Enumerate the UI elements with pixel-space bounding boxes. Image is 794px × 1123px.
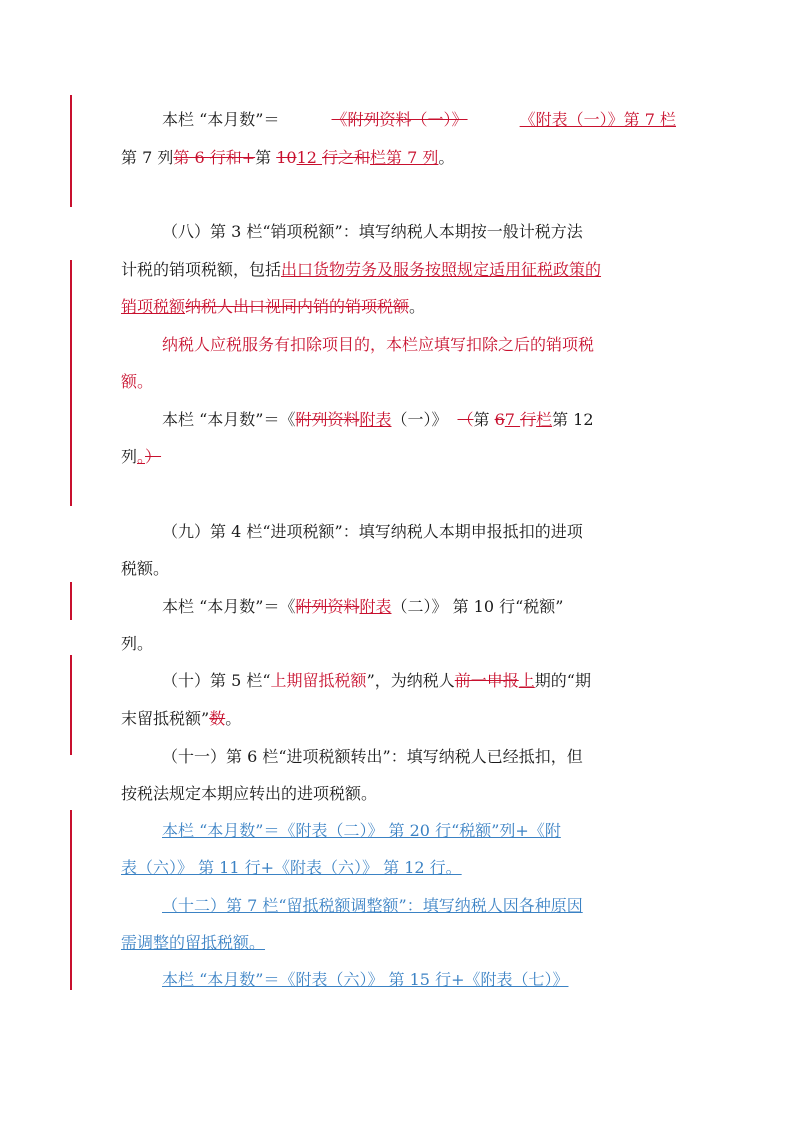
revision-bar [70, 655, 72, 755]
paragraph-line [162, 522, 676, 542]
inserted-text: 出口货物劳务及服务按照规定适用征税政策的 [281, 260, 602, 279]
paragraph-line [162, 671, 676, 691]
revision-bar [70, 582, 72, 620]
paragraph-line [162, 821, 676, 841]
text-run: （九）第 4 栏“进项税额”：填写纳税人本期申报抵扣的进项 [162, 522, 583, 541]
text-run: 税额。 [121, 559, 170, 578]
text-run: 第 12 [552, 410, 594, 429]
paragraph-line [162, 747, 676, 767]
paragraph-line [162, 410, 676, 430]
deleted-text: 前一申报 [454, 671, 519, 690]
deleted-text: 《附列资料（一）》 [331, 110, 468, 129]
text-run: 期的“期 [534, 671, 591, 690]
deleted-text: ） [145, 447, 162, 466]
revision-bar [70, 95, 72, 207]
inserted-text: 附表 [359, 410, 392, 429]
paragraph-line [121, 784, 676, 804]
inserted-text: 《附表（一）》第 7 栏 [519, 110, 676, 129]
inserted-text: 需调整的留抵税额。 [121, 933, 266, 952]
text-run: 。 [409, 297, 426, 316]
inserted-text: （十二）第 7 栏“留抵税额调整额”：填写纳税人因各种原因 [162, 896, 583, 915]
text-run: （八）第 3 栏“销项税额”：填写纳税人本期按一般计税方法 [162, 222, 583, 241]
paragraph-line [162, 335, 676, 355]
inserted-text: 栏 [536, 410, 553, 429]
revision-bar [70, 260, 72, 506]
text-run: 按税法规定本期应转出的进项税额。 [121, 784, 378, 803]
text-run: 计税的销项税额，包括 [121, 260, 282, 279]
text-run: （十）第 5 栏“ [162, 671, 271, 690]
inserted-text: 。 [137, 447, 146, 466]
text-run: （一）》 [391, 410, 448, 429]
deleted-text: 6 [494, 410, 505, 429]
paragraph-line [121, 559, 676, 579]
deleted-text: 数 [209, 709, 226, 728]
deleted-text: 行之和 [322, 148, 371, 167]
paragraph-line [162, 597, 676, 617]
text-run: 第 [255, 148, 277, 167]
paragraph-line [121, 634, 676, 654]
text-run: 本栏 “本月数”＝ [162, 110, 280, 129]
inserted-text: 上期留抵税额 [270, 671, 367, 690]
deleted-text: 行 [520, 410, 537, 429]
text-run: 本栏 “本月数”＝《 [162, 597, 296, 616]
revision-bar [70, 810, 72, 990]
text-run: 末留抵税额” [121, 709, 210, 728]
deleted-text: 第 6 行和+ [173, 148, 256, 167]
deleted-text: 10 [276, 148, 297, 167]
text-run: 第 7 列 [121, 148, 174, 167]
text-run: 。 [225, 709, 242, 728]
text-run: （二）》 第 10 行“税额” [391, 597, 564, 616]
paragraph-line [162, 222, 676, 242]
inserted-text: 表（六）》 第 11 行+《附表（六）》 第 12 行。 [121, 858, 462, 877]
deleted-text: 纳税人出口视同内销的销项税额 [185, 297, 410, 316]
deleted-text: （ [457, 410, 474, 429]
inserted-text: 栏第 7 列 [370, 148, 439, 167]
deleted-text: 附列资料 [295, 410, 360, 429]
paragraph-line [121, 858, 676, 878]
inserted-text: 附表 [359, 597, 392, 616]
inserted-text: 12 [296, 148, 323, 167]
text-run: 列。 [121, 634, 154, 653]
inserted-text: 上 [518, 671, 535, 690]
inserted-text: 销项税额 [121, 297, 186, 316]
text-run: 第 [473, 410, 495, 429]
paragraph-line [121, 260, 676, 280]
inserted-paragraph: 额。 [121, 372, 154, 391]
paragraph-line [121, 148, 676, 168]
paragraph-line [162, 970, 676, 990]
paragraph-line [121, 297, 676, 317]
inserted-text: 7 [504, 410, 521, 429]
inserted-paragraph: 纳税人应税服务有扣除项目的，本栏应填写扣除之后的销项税 [162, 335, 595, 354]
paragraph-line [121, 372, 676, 392]
text-run: （十一）第 6 栏“进项税额转出”：填写纳税人已经抵扣，但 [162, 747, 583, 766]
paragraph-line [162, 110, 676, 130]
paragraph-line [162, 896, 676, 916]
inserted-text: 本栏 “本月数”＝《附表（二）》 第 20 行“税额”列+《附 [162, 821, 561, 840]
text-run: 本栏 “本月数”＝《 [162, 410, 296, 429]
paragraph-line [121, 447, 676, 467]
deleted-text: 附列资料 [295, 597, 360, 616]
text-run: 。 [438, 148, 455, 167]
text-run: ”，为纳税人 [366, 671, 455, 690]
inserted-text: 本栏 “本月数”＝《附表（六）》 第 15 行+《附表（七）》 [162, 970, 569, 989]
text-run: 列 [121, 447, 138, 466]
paragraph-line [121, 709, 676, 729]
paragraph-line [121, 933, 676, 953]
